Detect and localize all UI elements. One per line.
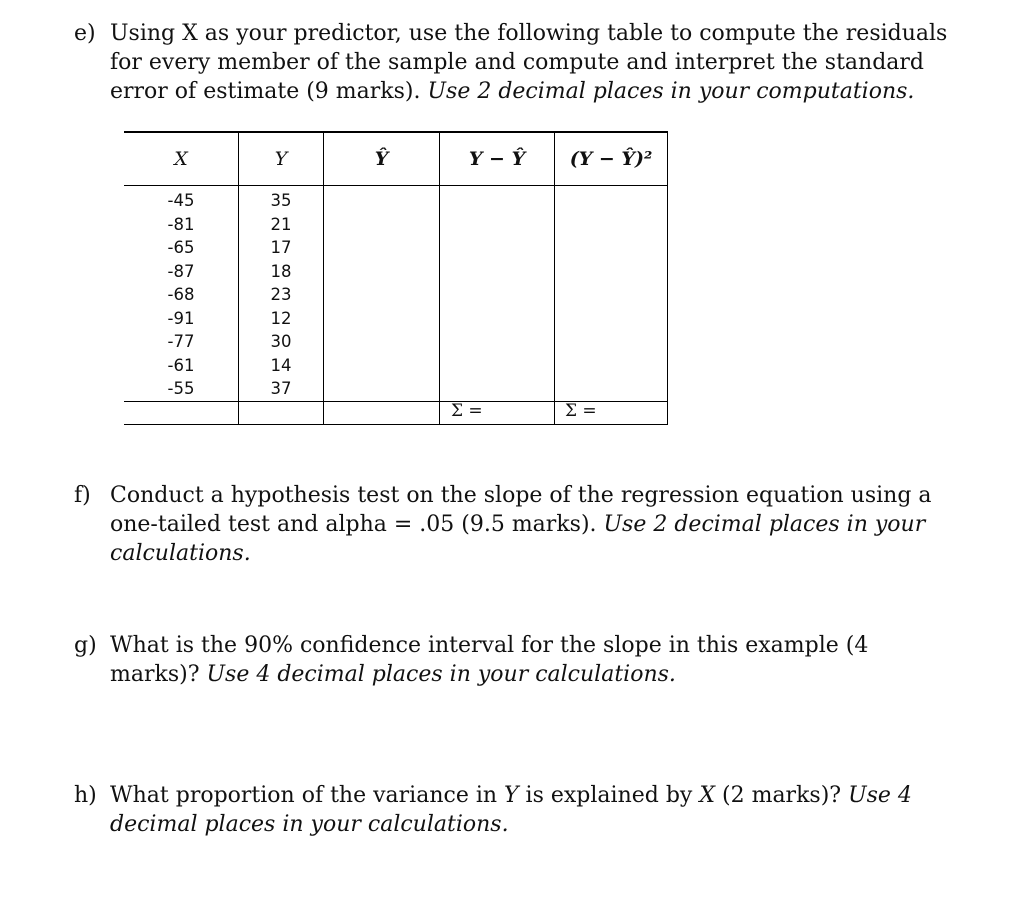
y-value: 35 xyxy=(270,191,292,210)
question-g-instruction: Use 4 decimal places in your calculations. xyxy=(206,662,676,687)
residual-sum-cell: Σ = xyxy=(451,401,483,421)
table-col-divider-4 xyxy=(554,131,555,425)
y-value: 30 xyxy=(270,332,292,351)
header-y: Y xyxy=(274,148,288,170)
x-value: -77 xyxy=(167,332,195,351)
table-bottom-border xyxy=(124,424,668,425)
question-g xyxy=(74,631,954,689)
x-value: -87 xyxy=(167,261,195,281)
question-h-var-y: Y xyxy=(504,783,519,808)
question-h-instruction: Use 4 decimal places in your calculations. xyxy=(110,783,912,837)
residuals-table xyxy=(124,131,668,425)
y-value: 17 xyxy=(270,238,292,257)
question-h-body-1: What proportion of the variance in xyxy=(110,783,505,808)
question-e xyxy=(74,19,954,106)
header-residual-squared: (Y − Ŷ)² xyxy=(569,148,653,170)
question-f-text xyxy=(110,481,954,568)
x-value: -55 xyxy=(167,379,195,398)
table-right-border xyxy=(667,131,668,425)
y-values-column xyxy=(239,189,323,401)
question-h-body-3: (2 marks)? xyxy=(715,783,849,808)
y-value: 12 xyxy=(270,308,292,328)
y-value: 14 xyxy=(270,355,292,375)
residual-squared-sum-cell: Σ = xyxy=(565,401,597,421)
y-value: 23 xyxy=(270,285,292,304)
question-h-letter: h) xyxy=(74,783,97,808)
header-yhat: Ŷ xyxy=(374,148,389,170)
question-g-text xyxy=(110,631,954,689)
y-value: 21 xyxy=(270,214,292,234)
y-value: 37 xyxy=(270,379,292,398)
question-g-body: What is the 90% confidence interval for the slope in this example (4 marks)? xyxy=(110,633,869,687)
x-values-column xyxy=(124,189,238,401)
table-col-divider-3 xyxy=(439,131,440,425)
question-f-instruction: Use 2 decimal places in your calculations. xyxy=(110,512,926,566)
question-e-instruction: Use 2 decimal places in your computations. xyxy=(427,79,915,104)
question-f-body: Conduct a hypothesis test on the slope of the regression equation using a one-tailed test and alpha = .05 (9.5 marks). xyxy=(110,483,932,537)
question-f-letter: f) xyxy=(74,483,91,508)
table-top-border xyxy=(124,131,668,133)
y-value: 18 xyxy=(270,261,292,281)
x-value: -68 xyxy=(167,285,195,304)
question-f xyxy=(74,481,954,568)
header-residual: Y − Ŷ xyxy=(468,148,526,170)
question-h xyxy=(74,781,954,839)
table-header-divider xyxy=(124,185,668,186)
header-x: X xyxy=(174,148,188,170)
question-e-text xyxy=(110,19,954,106)
question-h-body-2: is explained by xyxy=(518,783,700,808)
question-e-letter: e) xyxy=(74,21,96,46)
x-value: -81 xyxy=(167,214,195,234)
question-e-body: Using X as your predictor, use the following table to compute the residuals for every member of the sample and compute and interpret the standard error of estimate (9 marks). xyxy=(110,21,948,104)
question-g-letter: g) xyxy=(74,633,97,658)
x-value: -65 xyxy=(167,238,195,257)
question-h-text xyxy=(110,781,954,839)
question-h-var-x: X xyxy=(699,783,716,808)
table-col-divider-2 xyxy=(323,131,324,425)
x-value: -91 xyxy=(167,308,195,328)
x-value: -45 xyxy=(167,191,195,210)
x-value: -61 xyxy=(167,355,195,375)
